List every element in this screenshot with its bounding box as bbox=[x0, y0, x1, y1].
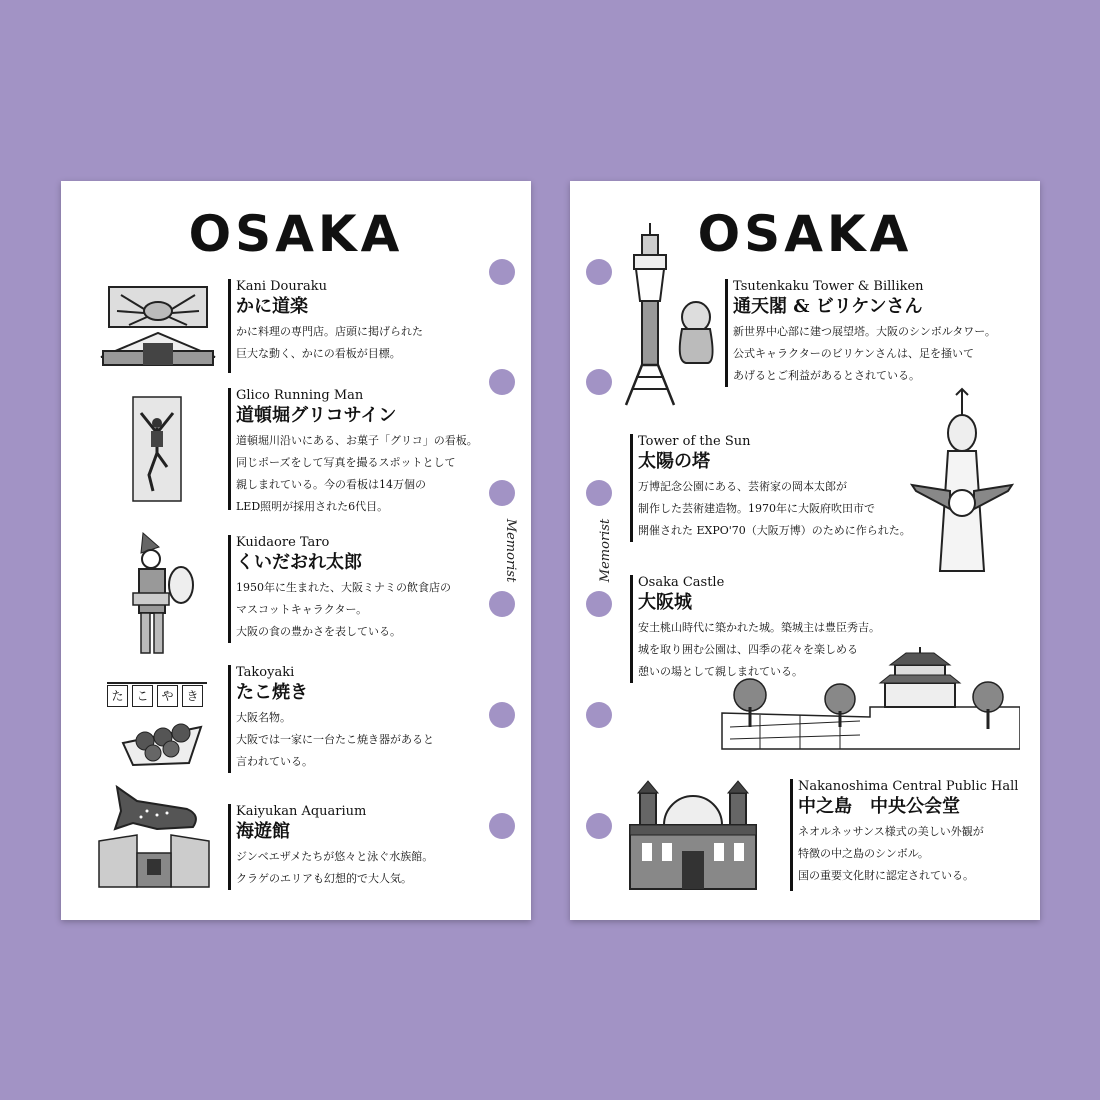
page-title: OSAKA bbox=[188, 205, 404, 263]
left-planner-page bbox=[61, 181, 531, 920]
tower-of-the-sun-icon bbox=[910, 387, 1014, 573]
binder-hole bbox=[489, 591, 515, 617]
crab-sign-icon bbox=[99, 281, 217, 369]
sign-char: き bbox=[182, 685, 203, 707]
binder-hole bbox=[489, 480, 515, 506]
entry-japanese-name: 大阪城 bbox=[638, 592, 692, 613]
sign-char: こ bbox=[132, 685, 153, 707]
entry-description: 1950年に生まれた、大阪ミナミの飲食店の マスコットキャラクター。 大阪の食の豊かさを表している。 bbox=[236, 581, 451, 638]
binder-hole bbox=[586, 259, 612, 285]
takoyaki-icon bbox=[107, 681, 207, 771]
binder-hole bbox=[586, 702, 612, 728]
glico-runner-icon bbox=[129, 395, 185, 505]
entry-description: 大阪名物。 大阪では一家に一台たこ焼き器があると 言われている。 bbox=[236, 711, 434, 768]
binder-hole bbox=[586, 813, 612, 839]
osaka-castle-icon bbox=[720, 647, 1020, 751]
entry-english-name: Takoyaki bbox=[236, 665, 295, 680]
entry-japanese-name: 太陽の塔 bbox=[638, 451, 710, 472]
entry-japanese-name: 海遊館 bbox=[236, 821, 290, 842]
entry-japanese-name: たこ焼き bbox=[236, 682, 308, 703]
entry-description: 道頓堀川沿いにある、お菓子「グリコ」の看板。 同じポーズをして写真を撮るスポットとして 親しまれている。今の看板は14万個の LED照明が採用された6代目。 bbox=[236, 434, 478, 513]
entry-japanese-name: 道頓堀グリコサイン bbox=[236, 405, 397, 426]
entry-description: 安土桃山時代に築かれた城。築城主は豊臣秀吉。 城を取り囲む公園は、四季の花々を楽しめる 憩いの場として親しまれている。 bbox=[638, 621, 880, 678]
entry-english-name: Kaiyukan Aquarium bbox=[236, 804, 367, 819]
drummer-doll-icon bbox=[121, 531, 201, 661]
binder-hole bbox=[586, 480, 612, 506]
entry-japanese-name: 中之島 中央公会堂 bbox=[798, 796, 960, 817]
binder-hole bbox=[586, 369, 612, 395]
entry-description: かに料理の専門店。店頭に掲げられた 巨大な動く、かにの看板が目標。 bbox=[236, 325, 423, 360]
binder-hole bbox=[489, 259, 515, 285]
right-planner-page bbox=[570, 181, 1040, 920]
whale-shark-aquarium-icon bbox=[97, 779, 211, 891]
binder-hole bbox=[489, 813, 515, 839]
entry-description: 新世界中心部に建つ展望塔。大阪のシンボルタワー。 公式キャラクターのビリケンさんは、足を掻いて あげるとご利益があるとされている。 bbox=[733, 325, 996, 382]
entry-description: ネオルネッサンス様式の美しい外観が 特徴の中之島のシンボル。 国の重要文化財に認定されている。 bbox=[798, 825, 984, 882]
entry-english-name: Tower of the Sun bbox=[638, 434, 751, 449]
entry-japanese-name: 通天閣 & ビリケンさん bbox=[733, 296, 923, 317]
tsutenkaku-tower-icon bbox=[624, 221, 724, 407]
sign-char: た bbox=[107, 685, 128, 707]
entry-japanese-name: かに道楽 bbox=[236, 296, 308, 317]
entry-description: ジンベエザメたちが悠々と泳ぐ水族館。 クラゲのエリアも幻想的で大人気。 bbox=[236, 850, 434, 885]
binder-hole bbox=[489, 702, 515, 728]
entry-description: 万博記念公園にある、芸術家の岡本太郎が 制作した芸術建造物。1970年に大阪府吹田市で 開催された EXPO'70（大阪万博）のために作られた。 bbox=[638, 480, 911, 537]
entry-english-name: Kani Douraku bbox=[236, 279, 327, 294]
entry-japanese-name: くいだおれ太郎 bbox=[236, 552, 362, 573]
binder-hole bbox=[489, 369, 515, 395]
entry-english-name: Kuidaore Taro bbox=[236, 535, 330, 550]
public-hall-icon bbox=[628, 775, 758, 891]
entry-english-name: Glico Running Man bbox=[236, 388, 364, 403]
brand-mark: Memorist bbox=[598, 518, 614, 583]
sign-char: や bbox=[157, 685, 178, 707]
page-title: OSAKA bbox=[697, 205, 913, 263]
entry-english-name: Osaka Castle bbox=[638, 575, 725, 590]
entry-english-name: Nakanoshima Central Public Hall bbox=[798, 779, 1019, 794]
binder-hole bbox=[586, 591, 612, 617]
entry-english-name: Tsutenkaku Tower & Billiken bbox=[733, 279, 924, 294]
brand-mark: Memorist bbox=[503, 518, 519, 583]
